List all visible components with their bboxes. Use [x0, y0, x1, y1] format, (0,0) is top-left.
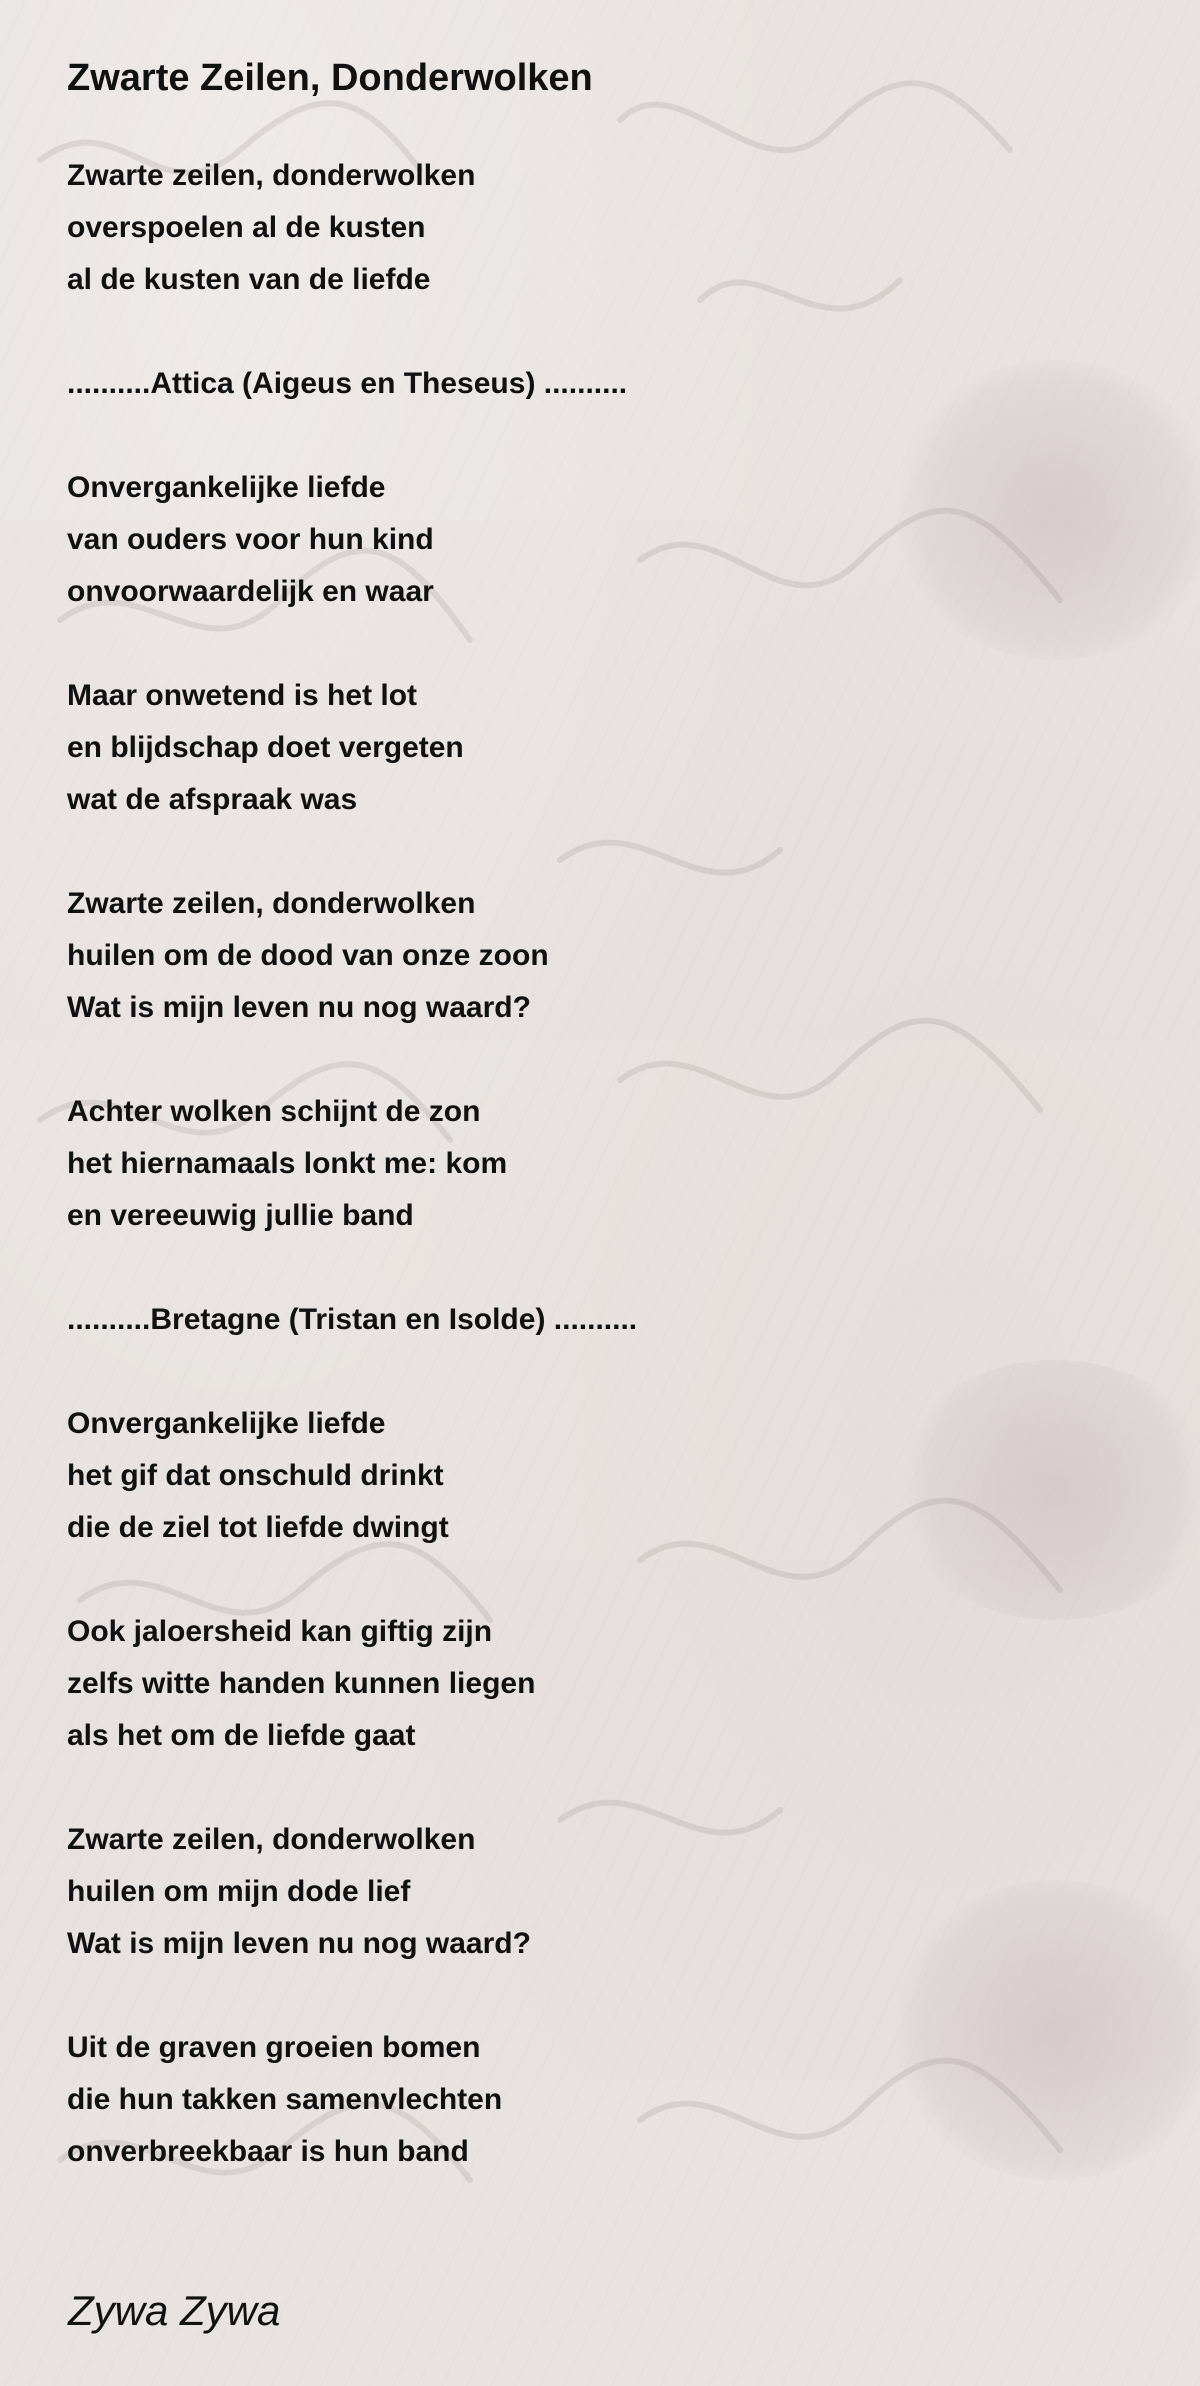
stanza [67, 1398, 1127, 1554]
stanza-gap [67, 618, 1127, 670]
poem-container [67, 48, 1127, 2178]
poem-line: als het om de liefde gaat [67, 1719, 416, 1752]
poem-line: onvoorwaardelijk en waar [67, 575, 434, 608]
stanza [67, 1814, 1127, 1970]
poem-line: Wat is mijn leven nu nog waard? [67, 1927, 531, 1960]
poem-title: Zwarte Zeilen, Donderwolken [67, 57, 593, 99]
stanza-gap [67, 1970, 1127, 2022]
stanza [67, 150, 1127, 306]
poem-line: Achter wolken schijnt de zon [67, 1095, 481, 1128]
poem-line: en blijdschap doet vergeten [67, 731, 464, 764]
poem-line: Zwarte zeilen, donderwolken [67, 1823, 476, 1856]
poem-body [67, 150, 1127, 2178]
poem-line: Uit de graven groeien bomen [67, 2031, 481, 2064]
poem-line: Ook jaloersheid kan giftig zijn [67, 1615, 493, 1648]
stanza-gap [67, 1762, 1127, 1814]
poem-line: van ouders voor hun kind [67, 523, 434, 556]
stanza-gap [67, 1346, 1127, 1398]
poem-line: die de ziel tot liefde dwingt [67, 1511, 449, 1544]
poem-line: en vereeuwig jullie band [67, 1199, 414, 1232]
stanza-gap [67, 410, 1127, 462]
poem-line: Onvergankelijke liefde [67, 471, 386, 504]
stanza-gap [67, 1554, 1127, 1606]
poem-line: ..........Attica (Aigeus en Theseus) .......... [67, 367, 628, 400]
poem-line: huilen om de dood van onze zoon [67, 939, 549, 972]
stanza-gap [67, 826, 1127, 878]
stanza [67, 462, 1127, 618]
poem-line: het hiernamaals lonkt me: kom [67, 1147, 508, 1180]
poem-line: Wat is mijn leven nu nog waard? [67, 991, 531, 1024]
stanza [67, 1294, 1127, 1346]
poem-author: Zywa Zywa [68, 2287, 281, 2334]
poem-line: overspoelen al de kusten [67, 211, 426, 244]
stanza [67, 878, 1127, 1034]
poem-line: die hun takken samenvlechten [67, 2083, 503, 2116]
stanza [67, 1606, 1127, 1762]
stanza-gap [67, 1034, 1127, 1086]
poem-line: Maar onwetend is het lot [67, 679, 418, 712]
stanza [67, 2022, 1127, 2178]
poem-line: zelfs witte handen kunnen liegen [67, 1667, 536, 1700]
stanza [67, 670, 1127, 826]
poem-line: Onvergankelijke liefde [67, 1407, 386, 1440]
stanza [67, 1086, 1127, 1242]
poem-line: Zwarte zeilen, donderwolken [67, 159, 476, 192]
stanza-gap [67, 1242, 1127, 1294]
stanza [67, 358, 1127, 410]
poem-line: wat de afspraak was [67, 783, 358, 816]
stanza-gap [67, 306, 1127, 358]
poem-line: Zwarte zeilen, donderwolken [67, 887, 476, 920]
poem-line: onverbreekbaar is hun band [67, 2135, 469, 2168]
poem-line: huilen om mijn dode lief [67, 1875, 411, 1908]
poem-line: ..........Bretagne (Tristan en Isolde) .......... [67, 1303, 638, 1336]
poem-line: al de kusten van de liefde [67, 263, 431, 296]
poem-line: het gif dat onschuld drinkt [67, 1459, 444, 1492]
